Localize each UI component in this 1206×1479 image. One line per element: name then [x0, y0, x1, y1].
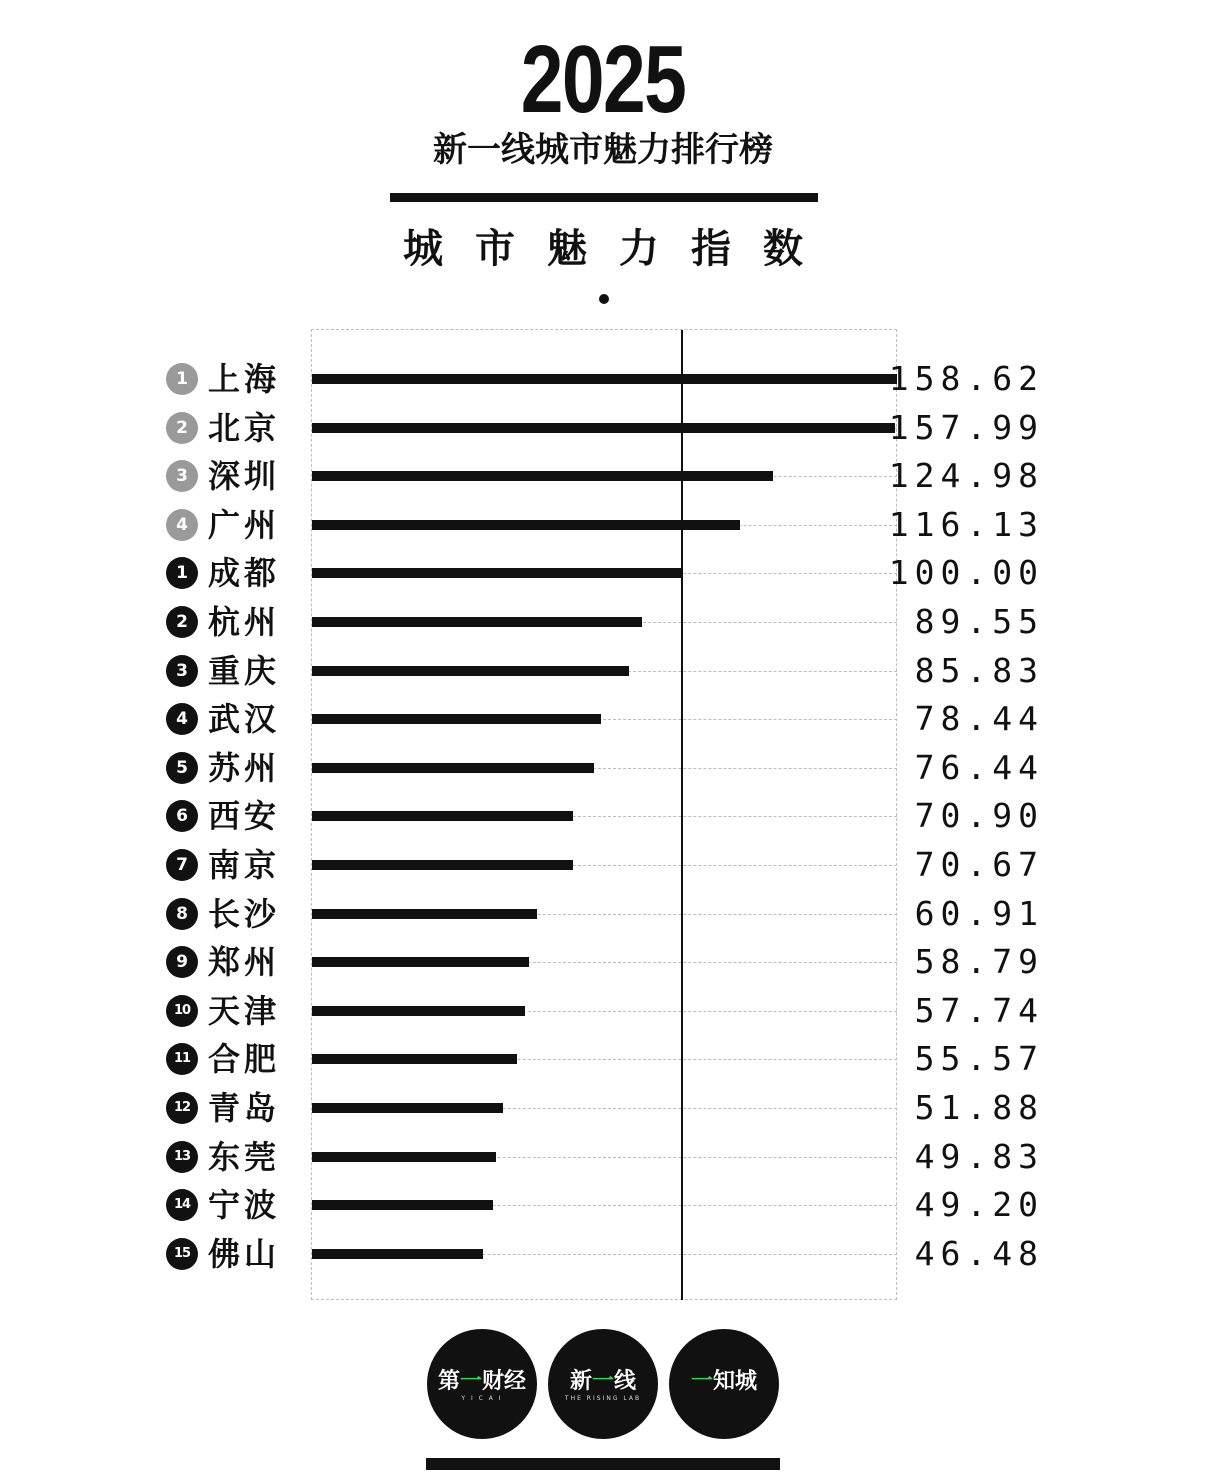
city-label: 东莞 [208, 1138, 281, 1176]
bar [312, 520, 740, 530]
rank-badge: 7 [166, 849, 198, 881]
rank-badge: 8 [166, 898, 198, 930]
bar [312, 811, 573, 821]
city-label: 深圳 [208, 457, 281, 495]
logo-subtext: THE RISING LAB [564, 1395, 642, 1402]
value-label: 116.13 [888, 505, 1044, 544]
chart-subtitle: 城市魅力指数 [403, 226, 835, 272]
logo-subtext: Y I C A I [461, 1395, 503, 1402]
bar [312, 568, 681, 578]
rank-badge: 6 [166, 800, 198, 832]
chart-row [0, 452, 1206, 500]
chart-row [0, 792, 1206, 840]
chart-row [0, 744, 1206, 792]
xinyixian-logo-icon [548, 1329, 658, 1439]
chart-row [0, 1230, 1206, 1278]
city-label: 苏州 [208, 749, 281, 787]
value-label: 158.62 [888, 359, 1044, 398]
city-label: 合肥 [208, 1040, 281, 1078]
page-title: 新一线城市魅力排行榜 [433, 130, 773, 170]
logo-name-part: 第 [437, 1369, 460, 1394]
rank-badge: 14 [166, 1189, 198, 1221]
rank-badge: 9 [166, 946, 198, 978]
chart-row [0, 890, 1206, 938]
value-label: 49.20 [914, 1185, 1044, 1224]
value-label: 58.79 [914, 942, 1044, 981]
logo-name [548, 1369, 658, 1395]
logo-name-part: 新 [569, 1369, 592, 1394]
value-label: 85.83 [914, 651, 1044, 690]
rank-badge: 4 [166, 703, 198, 735]
logo-name-accent: 一 [459, 1369, 482, 1394]
city-label: 天津 [208, 992, 281, 1030]
bar [312, 1249, 483, 1259]
logo-name-part: 财经 [482, 1369, 527, 1394]
city-label: 广州 [208, 506, 281, 544]
chart-row [0, 1133, 1206, 1181]
city-label: 郑州 [208, 943, 281, 981]
city-label: 青岛 [208, 1089, 281, 1127]
rank-badge: 3 [166, 655, 198, 687]
rank-badge: 1 [166, 557, 198, 589]
bar [312, 1200, 493, 1210]
bar [312, 1152, 496, 1162]
bar [312, 860, 573, 870]
value-label: 60.91 [914, 894, 1044, 933]
rank-badge: 1 [166, 363, 198, 395]
footer-divider [426, 1458, 780, 1470]
city-label: 宁波 [208, 1186, 281, 1224]
value-label: 89.55 [914, 602, 1044, 641]
value-label: 55.57 [914, 1039, 1044, 1078]
city-label: 重庆 [208, 652, 281, 690]
rank-badge: 4 [166, 509, 198, 541]
value-label: 76.44 [914, 748, 1044, 787]
logo-name-accent: 一 [690, 1369, 713, 1394]
city-label: 杭州 [208, 603, 281, 641]
city-label: 西安 [208, 797, 281, 835]
bar [312, 374, 897, 384]
logo-name-accent: 一 [591, 1369, 614, 1394]
logo-name [427, 1369, 537, 1395]
bar [312, 763, 594, 773]
city-label: 成都 [208, 554, 281, 592]
bar [312, 423, 895, 433]
value-label: 78.44 [914, 699, 1044, 738]
logo-name-part: 知城 [713, 1369, 758, 1394]
value-label: 157.99 [888, 408, 1044, 447]
yicai-logo-icon [427, 1329, 537, 1439]
chart-row [0, 647, 1206, 695]
city-label: 佛山 [208, 1235, 281, 1273]
rank-badge: 12 [166, 1092, 198, 1124]
rank-badge: 3 [166, 460, 198, 492]
logo-name [669, 1369, 779, 1395]
chart-row [0, 695, 1206, 743]
city-label: 北京 [208, 409, 281, 447]
value-label: 46.48 [914, 1234, 1044, 1273]
bar [312, 666, 629, 676]
rank-badge: 13 [166, 1141, 198, 1173]
bar [312, 471, 773, 481]
city-label: 长沙 [208, 895, 281, 933]
rank-badge: 5 [166, 752, 198, 784]
value-label: 124.98 [888, 456, 1044, 495]
bar [312, 957, 529, 967]
rank-badge: 10 [166, 995, 198, 1027]
rank-badge: 2 [166, 412, 198, 444]
chart-row [0, 404, 1206, 452]
rank-badge: 15 [166, 1238, 198, 1270]
chart-row [0, 549, 1206, 597]
bar [312, 1103, 503, 1113]
value-label: 100.00 [888, 553, 1044, 592]
year-title: 2025 [520, 26, 686, 133]
rank-badge: 11 [166, 1043, 198, 1075]
chart-row [0, 1084, 1206, 1132]
bar [312, 909, 537, 919]
value-label: 49.83 [914, 1137, 1044, 1176]
logo-name-part: 线 [614, 1369, 637, 1394]
value-label: 51.88 [914, 1088, 1044, 1127]
city-label: 武汉 [208, 700, 281, 738]
chart-row [0, 987, 1206, 1035]
bar [312, 714, 601, 724]
rank-badge: 2 [166, 606, 198, 638]
city-label: 上海 [208, 360, 281, 398]
value-label: 70.67 [914, 845, 1044, 884]
logo-strip [0, 1325, 1206, 1445]
reference-line-100 [681, 330, 683, 1300]
chart-row [0, 841, 1206, 889]
chart-row [0, 1181, 1206, 1229]
city-label: 南京 [208, 846, 281, 884]
bar [312, 1006, 525, 1016]
chart-row [0, 1035, 1206, 1083]
chart-row [0, 598, 1206, 646]
zhicheng-logo-icon [669, 1329, 779, 1439]
value-label: 57.74 [914, 991, 1044, 1030]
value-label: 70.90 [914, 796, 1044, 835]
chart-row [0, 501, 1206, 549]
bar [312, 617, 642, 627]
chart-row [0, 938, 1206, 986]
bar [312, 1054, 517, 1064]
chart-row [0, 355, 1206, 403]
